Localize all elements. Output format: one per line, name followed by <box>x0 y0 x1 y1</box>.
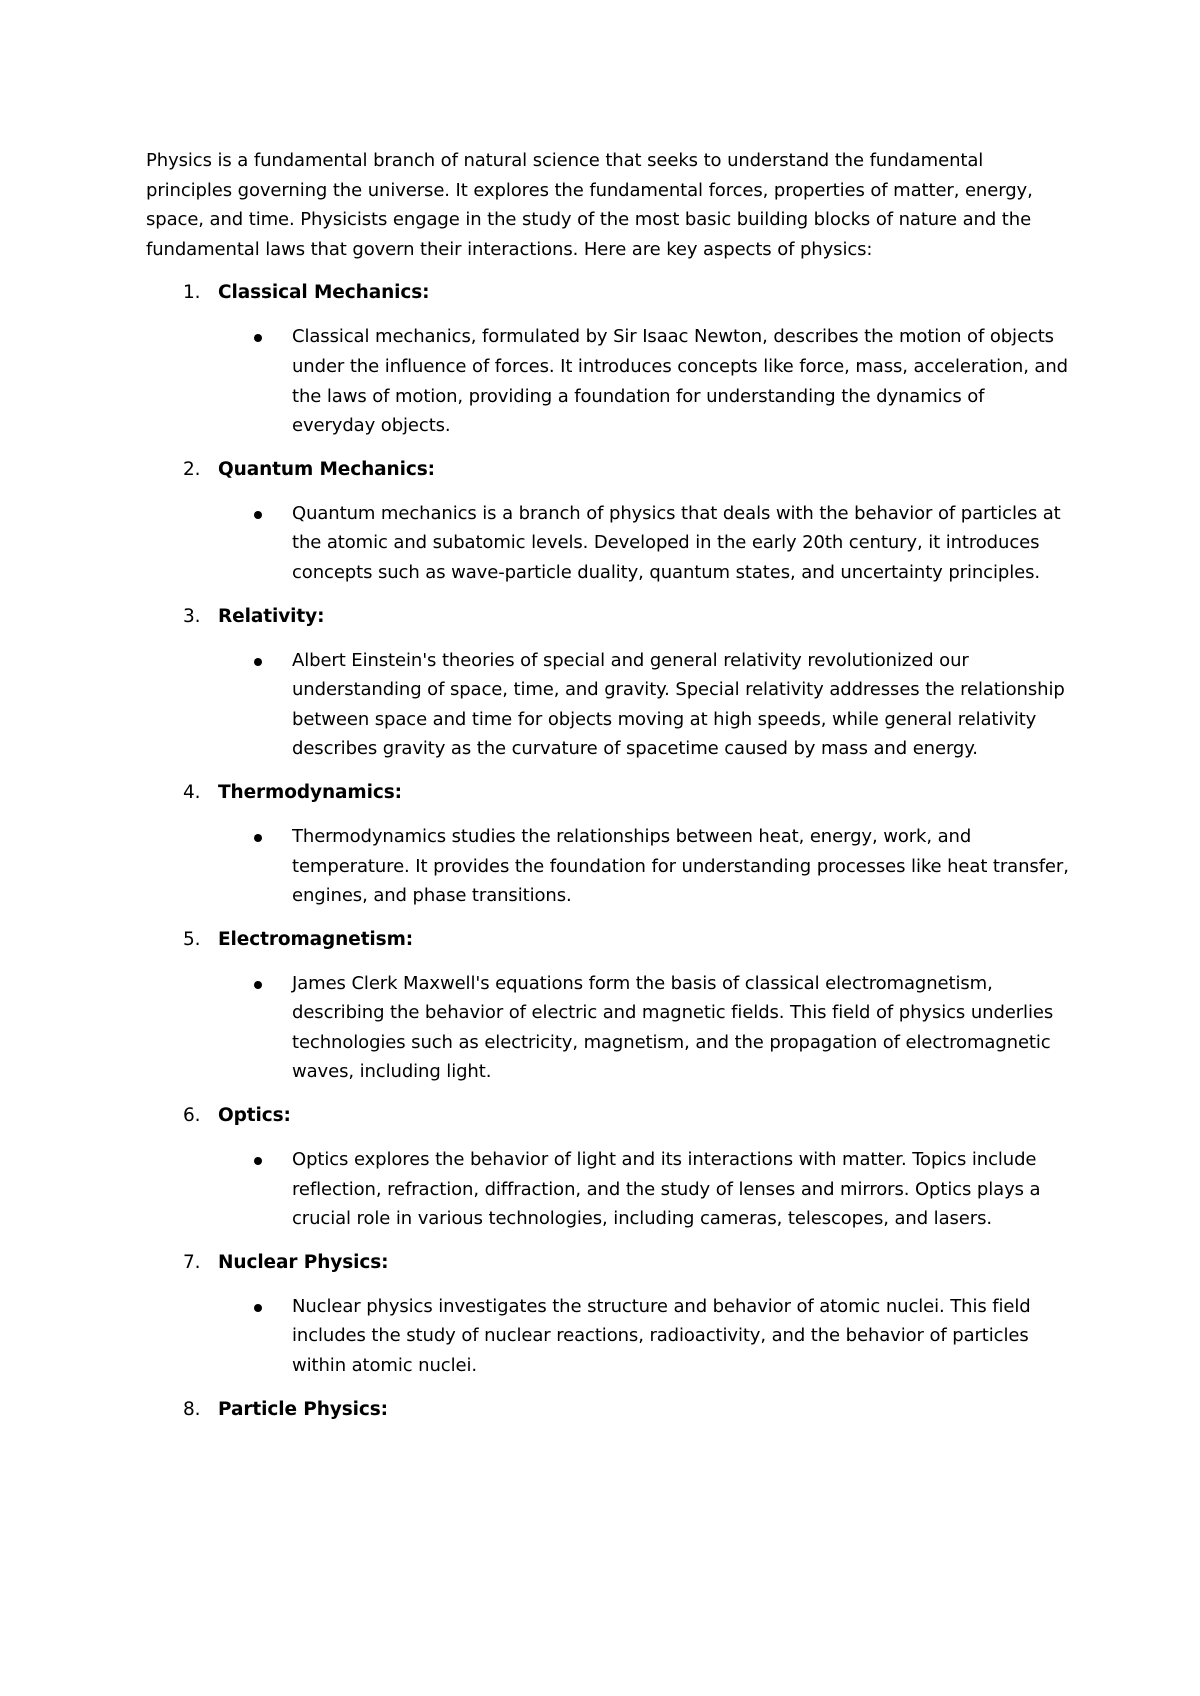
section-points <box>146 969 1066 1087</box>
section-points <box>146 822 1069 911</box>
list-item <box>146 322 1072 440</box>
section-points <box>146 1292 1066 1381</box>
section-title: Electromagnetism: <box>218 928 414 950</box>
section-nuclear-physics <box>146 1248 1066 1381</box>
bullet-icon <box>254 334 262 342</box>
list-item <box>146 822 1072 911</box>
section-points <box>146 499 1066 588</box>
intro-paragraph: Physics is a fundamental branch of natural science that seeks to understand the fundamental principles governing the universe. It explores the fundamental forces, properties of matter, energy, space, and time. Physicists engage in the study of the most basic building blocks of nature and the fundamental laws that govern their interactions. Here are key aspects of physics: <box>146 150 1033 260</box>
section-thermodynamics <box>146 778 1069 911</box>
bullet-icon <box>254 1304 262 1312</box>
section-title: Thermodynamics: <box>218 781 402 803</box>
list-item <box>146 1292 1072 1381</box>
section-title: Quantum Mechanics: <box>218 458 435 480</box>
list-item <box>146 1145 1072 1234</box>
list-item <box>146 646 1072 764</box>
list-item <box>146 969 1072 1087</box>
list-item <box>146 499 1072 588</box>
bullet-icon <box>254 981 262 989</box>
section-title: Classical Mechanics: <box>218 282 430 304</box>
section-heading <box>146 455 1066 485</box>
section-points <box>146 322 1066 440</box>
section-text: James Clerk Maxwell's equations form the basis of classical electromagnetism, describing the behavior of electric and magnetic fields. This field of physics underlies technologies such as electricity, magnetism, and the propagation of electromagnetic waves, including light. <box>292 972 1054 1083</box>
section-heading <box>146 1395 1066 1425</box>
section-text: Albert Einstein's theories of special and general relativity revolutionized our understanding of space, time, and gravity. Special relativity addresses the relationship between space and time for objects moving at high speeds, while general relativity describes gravity as the curvature of spacetime caused by mass and energy. <box>292 649 1065 760</box>
section-title: Optics: <box>218 1105 291 1127</box>
bullet-icon <box>254 1157 262 1165</box>
document-body <box>146 146 1069 1439</box>
bullet-icon <box>254 511 262 519</box>
section-text: Nuclear physics investigates the structure and behavior of atomic nuclei. This field includes the study of nuclear reactions, radioactivity, and the behavior of particles within atomic nuclei. <box>292 1295 1031 1377</box>
bullet-icon <box>254 834 262 842</box>
section-text: Quantum mechanics is a branch of physics that deals with the behavior of particles at the atomic and subatomic levels. Developed in the early 20th century, it introduces concepts such as wave-particle duality, quantum states, and uncertainty principles. <box>292 502 1061 583</box>
section-electromagnetism <box>146 925 1066 1087</box>
section-title: Relativity: <box>218 605 325 627</box>
section-number: 1. <box>183 282 201 304</box>
section-heading <box>146 278 1066 308</box>
section-classical-mechanics <box>146 278 1066 440</box>
section-points <box>146 1145 1066 1234</box>
section-heading <box>146 602 1066 632</box>
section-particle-physics <box>146 1395 1066 1425</box>
section-heading <box>146 1101 1066 1131</box>
section-text: Classical mechanics, formulated by Sir Isaac Newton, describes the motion of objects under the influence of forces. It introduces concepts like force, mass, acceleration, and the laws of motion, providing a foundation for understanding the dynamics of everyday objects. <box>292 326 1068 437</box>
section-quantum-mechanics <box>146 455 1066 588</box>
section-optics <box>146 1101 1066 1234</box>
section-text: Optics explores the behavior of light and its interactions with matter. Topics include reflection, refraction, diffraction, and the study of lenses and mirrors. Optics plays a crucial role in various technologies, including cameras, telescopes, and lasers. <box>292 1149 1041 1230</box>
section-number: 7. <box>183 1251 201 1273</box>
section-number: 5. <box>183 928 201 950</box>
section-heading <box>146 1248 1066 1278</box>
section-number: 3. <box>183 605 201 627</box>
section-heading <box>146 925 1066 955</box>
sections-list <box>146 278 1069 1424</box>
section-relativity <box>146 602 1066 764</box>
section-number: 6. <box>183 1105 201 1127</box>
section-points <box>146 646 1066 764</box>
section-text: Thermodynamics studies the relationships between heat, energy, work, and temperature. It provides the foundation for understanding processes like heat transfer, engines, and phase transitions. <box>292 825 1069 907</box>
section-heading <box>146 778 1066 808</box>
section-title: Particle Physics: <box>218 1398 388 1420</box>
section-number: 4. <box>183 781 201 803</box>
section-number: 8. <box>183 1398 201 1420</box>
section-title: Nuclear Physics: <box>218 1251 389 1273</box>
bullet-icon <box>254 658 262 666</box>
section-number: 2. <box>183 458 201 480</box>
